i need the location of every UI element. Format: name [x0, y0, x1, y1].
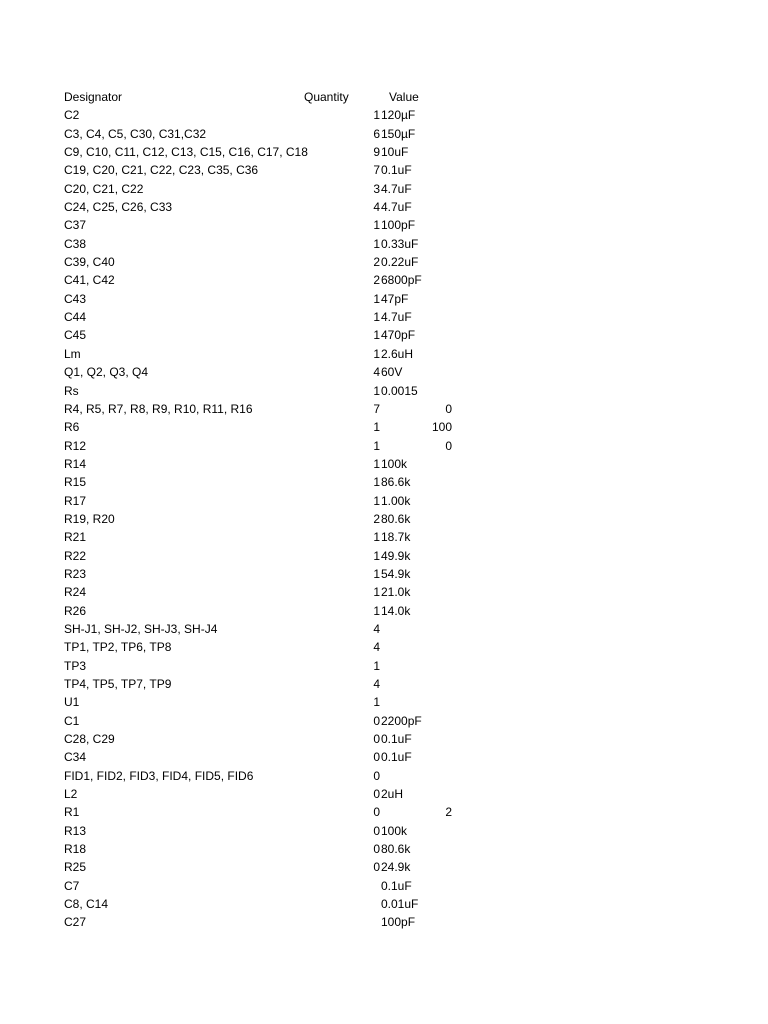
- value-cell: 0.22uF: [381, 255, 419, 270]
- designator-cell: Rs: [64, 383, 79, 398]
- table-row: [0, 877, 768, 895]
- value-cell: 80.6k: [381, 511, 411, 526]
- table-row: [0, 216, 768, 234]
- value-cell: 0.33uF: [381, 236, 419, 251]
- value-cell: 18.7k: [381, 530, 411, 545]
- table-row: [0, 235, 768, 253]
- designator-header: Designator: [64, 90, 123, 104]
- value-header: Value: [389, 90, 419, 104]
- value-cell: 150µF: [381, 126, 416, 141]
- table-row: [0, 437, 768, 455]
- table-row: [0, 675, 768, 693]
- table-row: [0, 290, 768, 308]
- quantity-cell: 6: [373, 126, 380, 141]
- quantity-cell: 1: [373, 548, 380, 563]
- table-row: [0, 822, 768, 840]
- table-row: [0, 492, 768, 510]
- value-cell: 0.1uF: [381, 732, 412, 747]
- quantity-cell: 0: [373, 750, 380, 765]
- table-body: [0, 106, 768, 931]
- header-row: [0, 88, 768, 106]
- designator-cell: R23: [64, 566, 87, 581]
- table-row: [0, 528, 768, 546]
- table-row: [0, 767, 768, 785]
- designator-cell: C2: [64, 108, 80, 123]
- table-row: [0, 180, 768, 198]
- value-cell: 100k: [381, 456, 408, 471]
- designator-cell: C39, C40: [64, 255, 115, 270]
- value-cell: 47pF: [381, 291, 409, 306]
- quantity-cell: 1: [373, 420, 380, 435]
- table-row: [0, 730, 768, 748]
- value-cell: 60V: [381, 365, 403, 380]
- designator-cell: R15: [64, 475, 87, 490]
- value-cell: 0.01uF: [381, 897, 419, 912]
- table-row: [0, 785, 768, 803]
- table-row: [0, 400, 768, 418]
- value-cell: 100k: [381, 823, 408, 838]
- value-cell: 86.6k: [381, 475, 411, 490]
- designator-cell: C43: [64, 291, 87, 306]
- quantity-cell: 4: [373, 621, 380, 636]
- value-cell: 10uF: [381, 145, 409, 160]
- value-cell: 1.00k: [381, 493, 411, 508]
- table-row: [0, 382, 768, 400]
- table-row: [0, 198, 768, 216]
- quantity-cell: 1: [373, 530, 380, 545]
- table-row: [0, 473, 768, 491]
- table-row: [0, 106, 768, 124]
- designator-cell: Q1, Q2, Q3, Q4: [64, 365, 149, 380]
- quantity-cell: 1: [373, 566, 380, 581]
- value-cell: 49.9k: [381, 548, 411, 563]
- designator-cell: R4, R5, R7, R8, R9, R10, R11, R16: [64, 401, 253, 416]
- value-cell: 100: [431, 420, 452, 435]
- designator-cell: C38: [64, 236, 87, 251]
- quantity-cell: 1: [373, 658, 380, 673]
- table-row: [0, 638, 768, 656]
- value-cell: 54.9k: [381, 566, 411, 581]
- designator-cell: C3, C4, C5, C30, C31,C32: [64, 126, 207, 141]
- quantity-cell: 1: [373, 695, 380, 710]
- value-cell: 2uH: [381, 787, 404, 802]
- table-row: [0, 363, 768, 381]
- designator-cell: C20, C21, C22: [64, 181, 144, 196]
- table-row: [0, 913, 768, 931]
- table-row: [0, 308, 768, 326]
- value-cell: 80.6k: [381, 842, 411, 857]
- designator-cell: L2: [64, 787, 78, 802]
- table-row: [0, 345, 768, 363]
- table-row: [0, 510, 768, 528]
- quantity-cell: 1: [373, 328, 380, 343]
- designator-cell: R18: [64, 842, 87, 857]
- designator-cell: R6: [64, 420, 80, 435]
- table-row: [0, 840, 768, 858]
- designator-cell: C28, C29: [64, 732, 115, 747]
- table-row: [0, 693, 768, 711]
- value-cell: 120µF: [381, 108, 416, 123]
- quantity-cell: 2: [373, 511, 380, 526]
- table-row: [0, 583, 768, 601]
- designator-cell: R14: [64, 456, 87, 471]
- table-row: [0, 602, 768, 620]
- table-row: [0, 418, 768, 436]
- quantity-cell: 0: [373, 842, 380, 857]
- designator-cell: C34: [64, 750, 87, 765]
- value-cell: 4.7uF: [381, 181, 412, 196]
- quantity-cell: 1: [373, 475, 380, 490]
- value-cell: 4.7uF: [381, 310, 412, 325]
- quantity-cell: 0: [373, 768, 380, 783]
- table-row: [0, 143, 768, 161]
- value-cell: 6800pF: [381, 273, 422, 288]
- designator-cell: R24: [64, 585, 87, 600]
- quantity-cell: 3: [373, 181, 380, 196]
- designator-cell: C44: [64, 310, 87, 325]
- table-row: [0, 748, 768, 766]
- quantity-cell: 0: [373, 713, 380, 728]
- designator-cell: R22: [64, 548, 87, 563]
- designator-cell: C27: [64, 915, 87, 930]
- value-cell: 4.7uF: [381, 200, 412, 215]
- quantity-cell: 1: [373, 346, 380, 361]
- quantity-cell: 1: [373, 310, 380, 325]
- value-cell: 0.0015: [381, 383, 418, 398]
- designator-cell: FID1, FID2, FID3, FID4, FID5, FID6: [64, 768, 254, 783]
- designator-cell: TP1, TP2, TP6, TP8: [64, 640, 172, 655]
- designator-cell: SH-J1, SH-J2, SH-J3, SH-J4: [64, 621, 218, 636]
- quantity-cell: 9: [373, 145, 380, 160]
- quantity-cell: 0: [373, 732, 380, 747]
- table-row: [0, 803, 768, 821]
- designator-cell: R25: [64, 860, 87, 875]
- designator-cell: C41, C42: [64, 273, 115, 288]
- designator-cell: C37: [64, 218, 87, 233]
- designator-cell: R12: [64, 438, 87, 453]
- value-cell: 2: [445, 805, 452, 820]
- value-cell: 0: [445, 401, 452, 416]
- quantity-cell: 1: [373, 218, 380, 233]
- table-row: [0, 161, 768, 179]
- quantity-cell: 2: [373, 273, 380, 288]
- designator-cell: R21: [64, 530, 87, 545]
- table-row: [0, 620, 768, 638]
- value-cell: 24.9k: [381, 860, 411, 875]
- table-row: [0, 565, 768, 583]
- designator-cell: R13: [64, 823, 87, 838]
- quantity-cell: 7: [373, 401, 380, 416]
- designator-cell: C19, C20, C21, C22, C23, C35, C36: [64, 163, 259, 178]
- bom-sheet: [0, 88, 768, 932]
- quantity-cell: 1: [373, 493, 380, 508]
- quantity-cell: 1: [373, 291, 380, 306]
- designator-cell: R1: [64, 805, 80, 820]
- quantity-cell: 0: [373, 787, 380, 802]
- value-cell: 21.0k: [381, 585, 411, 600]
- table-row: [0, 657, 768, 675]
- table-row: [0, 125, 768, 143]
- quantity-cell: 4: [373, 640, 380, 655]
- quantity-cell: 1: [373, 456, 380, 471]
- designator-cell: C7: [64, 878, 80, 893]
- designator-cell: R17: [64, 493, 87, 508]
- table-row: [0, 895, 768, 913]
- quantity-cell: 7: [373, 163, 380, 178]
- designator-cell: U1: [64, 695, 80, 710]
- value-cell: 470pF: [381, 328, 416, 343]
- quantity-cell: 1: [373, 603, 380, 618]
- value-cell: 0: [445, 438, 452, 453]
- designator-cell: TP3: [64, 658, 87, 673]
- value-cell: 0.1uF: [381, 750, 412, 765]
- value-cell: 0.1uF: [381, 878, 412, 893]
- table-row: [0, 271, 768, 289]
- value-cell: 100pF: [381, 218, 416, 233]
- quantity-cell: 4: [373, 200, 380, 215]
- table-row: [0, 455, 768, 473]
- value-cell: 0.1uF: [381, 163, 412, 178]
- quantity-cell: 0: [373, 823, 380, 838]
- value-cell: 14.0k: [381, 603, 411, 618]
- designator-cell: R26: [64, 603, 87, 618]
- quantity-cell: 1: [373, 438, 380, 453]
- quantity-cell: 4: [373, 677, 380, 691]
- quantity-cell: 1: [373, 236, 380, 251]
- quantity-cell: 2: [373, 255, 380, 270]
- table-row: [0, 858, 768, 876]
- designator-cell: TP4, TP5, TP7, TP9: [64, 677, 172, 691]
- quantity-cell: 1: [373, 585, 380, 600]
- designator-cell: R19, R20: [64, 511, 115, 526]
- designator-cell: C24, C25, C26, C33: [64, 200, 173, 215]
- table-row: [0, 253, 768, 271]
- quantity-cell: 4: [373, 365, 380, 380]
- designator-cell: C9, C10, C11, C12, C13, C15, C16, C17, C18: [64, 145, 308, 160]
- value-cell: 2.6uH: [381, 346, 414, 361]
- value-cell: 2200pF: [381, 713, 422, 728]
- designator-cell: C45: [64, 328, 87, 343]
- designator-cell: C8, C14: [64, 897, 109, 912]
- value-cell: 100pF: [381, 915, 416, 930]
- designator-cell: Lm: [64, 346, 81, 361]
- table-row: [0, 326, 768, 344]
- quantity-header: Quantity: [304, 90, 349, 104]
- quantity-cell: 0: [373, 805, 380, 820]
- table-row: [0, 712, 768, 730]
- quantity-cell: 1: [373, 383, 380, 398]
- quantity-cell: 0: [373, 860, 380, 875]
- table-row: [0, 547, 768, 565]
- designator-cell: C1: [64, 713, 80, 728]
- quantity-cell: 1: [373, 108, 380, 123]
